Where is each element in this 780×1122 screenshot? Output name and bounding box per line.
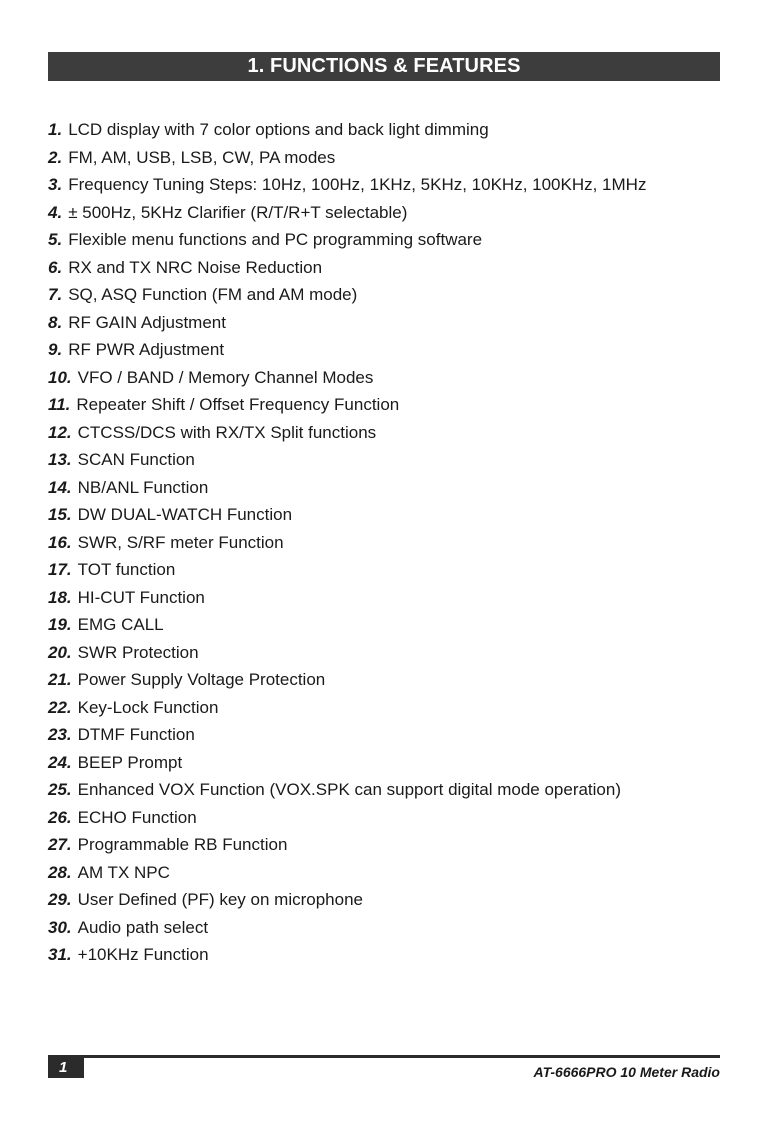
- list-item-number: 8.: [48, 312, 63, 332]
- page-number: 1: [48, 1058, 84, 1078]
- list-item: [48, 804, 728, 832]
- list-item: [48, 749, 728, 777]
- list-item: [48, 501, 728, 529]
- list-item: [48, 171, 728, 199]
- list-item: [48, 226, 728, 254]
- list-item-text: DTMF Function: [77, 725, 195, 744]
- list-item-number: 25.: [48, 780, 72, 799]
- list-item: [48, 116, 728, 144]
- list-item-text: DW DUAL-WATCH Function: [77, 505, 293, 524]
- list-item-text: Flexible menu functions and PC programming software: [68, 230, 483, 249]
- list-item: [48, 584, 728, 612]
- list-item-number: 23.: [48, 725, 72, 744]
- list-item-number: 4.: [48, 202, 63, 222]
- list-item-number: 3.: [48, 175, 63, 194]
- list-item-number: 13.: [48, 450, 72, 469]
- list-item: [48, 666, 728, 694]
- list-item-number: 28.: [48, 862, 72, 882]
- list-item: [48, 364, 728, 392]
- list-item-text: Frequency Tuning Steps: 10Hz, 100Hz, 1KHz, 5KHz, 10KHz, 100KHz, 1MHz: [68, 175, 647, 194]
- feature-list: [48, 116, 728, 969]
- list-item-text: BEEP Prompt: [77, 752, 183, 772]
- list-item: [48, 694, 728, 722]
- list-item-text: Enhanced VOX Function (VOX.SPK can support digital mode operation): [77, 780, 622, 799]
- list-item-text: FM, AM, USB, LSB, CW, PA modes: [68, 147, 336, 167]
- list-item: [48, 556, 728, 584]
- list-item: [48, 529, 728, 557]
- list-item-number: 17.: [48, 560, 72, 579]
- list-item: [48, 721, 728, 749]
- list-item-number: 5.: [48, 230, 63, 249]
- list-item: [48, 419, 728, 447]
- list-item-number: 6.: [48, 257, 63, 277]
- list-item-number: 15.: [48, 505, 72, 524]
- list-item: [48, 611, 728, 639]
- list-item: [48, 831, 728, 859]
- list-item-text: SWR, S/RF meter Function: [77, 532, 284, 552]
- list-item-number: 29.: [48, 890, 72, 909]
- list-item-text: Key-Lock Function: [77, 697, 219, 717]
- list-item-text: TOT function: [77, 560, 176, 579]
- list-item: [48, 914, 728, 942]
- list-item-text: SCAN Function: [77, 450, 195, 469]
- list-item-number: 21.: [48, 670, 72, 689]
- list-item-text: EMG CALL: [77, 615, 164, 634]
- list-item-text: NB/ANL Function: [77, 477, 209, 497]
- list-item: [48, 391, 728, 419]
- list-item: [48, 886, 728, 914]
- list-item: [48, 474, 728, 502]
- list-item: [48, 776, 728, 804]
- list-item: [48, 309, 728, 337]
- list-item-text: RX and TX NRC Noise Reduction: [68, 257, 323, 277]
- list-item-number: 22.: [48, 697, 72, 717]
- list-item: [48, 446, 728, 474]
- list-item: [48, 639, 728, 667]
- list-item-text: Repeater Shift / Offset Frequency Function: [76, 395, 400, 414]
- section-title: 1. FUNCTIONS & FEATURES: [48, 52, 720, 81]
- list-item-text: ECHO Function: [77, 807, 197, 827]
- list-item-number: 24.: [48, 752, 72, 772]
- list-item-text: LCD display with 7 color options and back light dimming: [68, 120, 489, 139]
- list-item-text: AM TX NPC: [77, 862, 170, 882]
- list-item: [48, 144, 728, 172]
- footer-title: AT-6666PRO 10 Meter Radio: [533, 1064, 720, 1080]
- list-item-text: HI-CUT Function: [77, 587, 205, 607]
- list-item: [48, 336, 728, 364]
- list-item-number: 19.: [48, 615, 72, 634]
- list-item-text: SQ, ASQ Function (FM and AM mode): [68, 285, 358, 304]
- list-item-text: User Defined (PF) key on microphone: [77, 890, 363, 909]
- list-item-number: 11.: [48, 395, 71, 414]
- list-item: [48, 859, 728, 887]
- list-item-number: 9.: [48, 340, 63, 359]
- list-item-number: 30.: [48, 917, 72, 937]
- list-item-number: 18.: [48, 587, 72, 607]
- list-item-text: CTCSS/DCS with RX/TX Split functions: [77, 422, 377, 442]
- list-item-text: Audio path select: [77, 917, 209, 937]
- list-item-number: 7.: [48, 285, 63, 304]
- list-item-text: Programmable RB Function: [77, 835, 288, 854]
- list-item-number: 2.: [48, 147, 63, 167]
- list-item: [48, 941, 728, 969]
- footer-divider: [48, 1055, 720, 1058]
- list-item-number: 14.: [48, 477, 72, 497]
- list-item-number: 31.: [48, 945, 72, 964]
- list-item: [48, 199, 728, 227]
- list-item-text: VFO / BAND / Memory Channel Modes: [77, 367, 374, 387]
- list-item-text: RF PWR Adjustment: [68, 340, 225, 359]
- list-item: [48, 254, 728, 282]
- list-item-number: 26.: [48, 807, 72, 827]
- list-item-number: 20.: [48, 642, 72, 662]
- list-item-number: 27.: [48, 835, 72, 854]
- list-item-number: 10.: [48, 367, 72, 387]
- list-item-text: +10KHz Function: [77, 945, 209, 964]
- list-item-number: 12.: [48, 422, 72, 442]
- list-item: [48, 281, 728, 309]
- list-item-text: ± 500Hz, 5KHz Clarifier (R/T/R+T selectable): [68, 202, 408, 222]
- list-item-text: RF GAIN Adjustment: [68, 312, 226, 332]
- list-item-text: Power Supply Voltage Protection: [77, 670, 326, 689]
- list-item-number: 1.: [48, 120, 63, 139]
- list-item-text: SWR Protection: [77, 642, 199, 662]
- list-item-number: 16.: [48, 532, 72, 552]
